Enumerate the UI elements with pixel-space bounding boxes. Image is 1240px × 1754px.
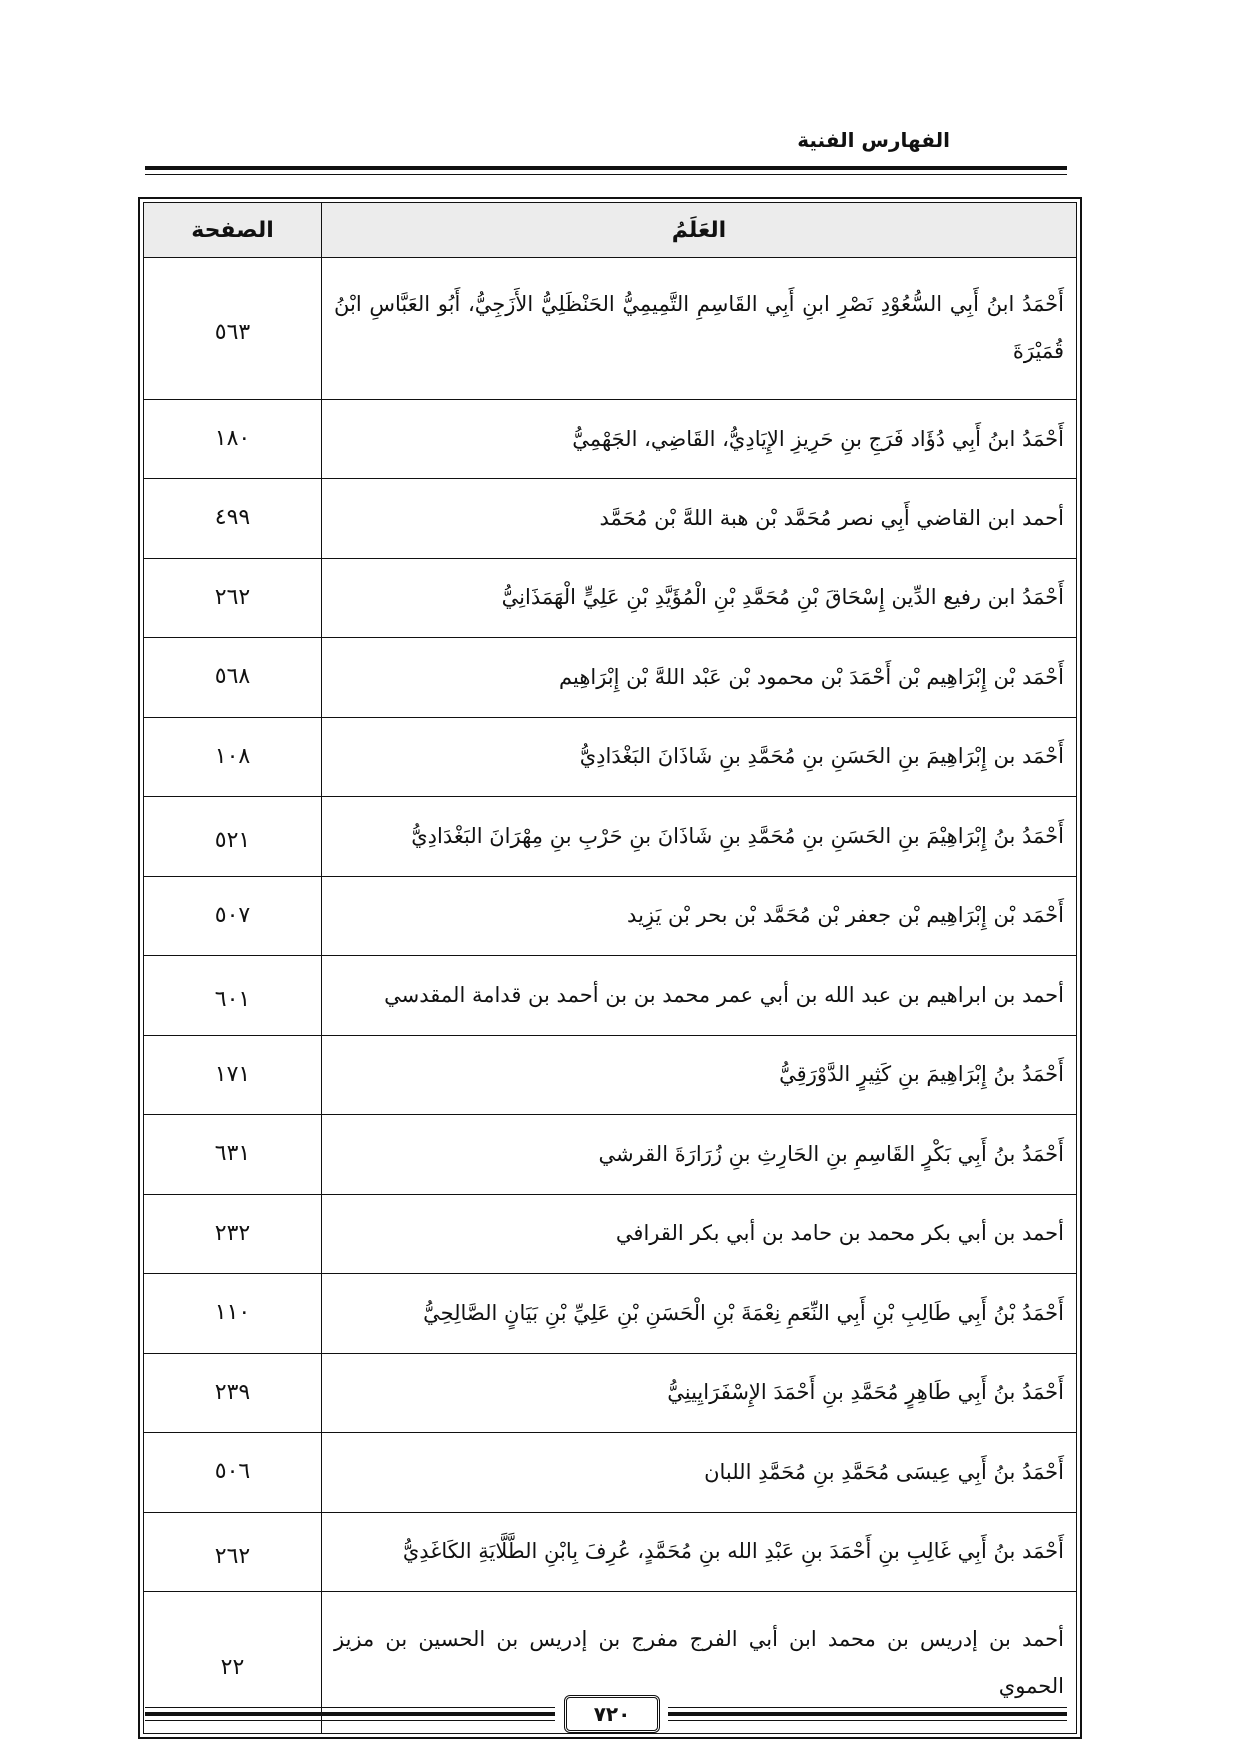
- table-row: [144, 1353, 1077, 1432]
- table-row: [144, 558, 1077, 637]
- entry-page: ٦٣١: [144, 1115, 322, 1194]
- index-table: [143, 202, 1077, 1734]
- entry-page: ٥٢١: [144, 797, 322, 876]
- column-header-name: العَلَمُ: [322, 203, 1077, 258]
- table-row: [144, 956, 1077, 1035]
- table-row: [144, 876, 1077, 955]
- entry-page: ٢٦٢: [144, 558, 322, 637]
- entry-page: ٥٠٦: [144, 1433, 322, 1512]
- entry-page: ٥٦٨: [144, 638, 322, 717]
- entry-page: ٥٦٣: [144, 258, 322, 400]
- table-row: [144, 1194, 1077, 1273]
- entry-name: أحمد ابن القاضي أَبِي نصر مُحَمَّد بْن هبة اللهَّ بْن مُحَمَّد: [322, 479, 1077, 558]
- footer-rule-left: [145, 1707, 555, 1721]
- table-row: [144, 1433, 1077, 1512]
- table-header-row: [144, 203, 1077, 258]
- entry-name: أَحْمَدُ ابنُ أَبِي دُؤَاد فَرَجِ بنِ حَرِيزِ الإِيَادِيُّ، القَاضِي، الجَهْمِيُّ: [322, 399, 1077, 478]
- index-table-frame: [138, 197, 1082, 1739]
- entry-name: أَحْمَدُ بنُ أَبِي عِيسَى مُحَمَّدِ بنِ مُحَمَّدِ اللبان: [322, 1433, 1077, 1512]
- entry-page: ٢٣٢: [144, 1194, 322, 1273]
- table-row: [144, 638, 1077, 717]
- table-row: [144, 717, 1077, 796]
- header-rule: [145, 166, 1067, 175]
- entry-name: أَحْمَدُ بنُ أَبِي طَاهِرٍ مُحَمَّدِ بنِ أَحْمَدَ الإِسْفَرَايِينِيُّ: [322, 1353, 1077, 1432]
- table-row: [144, 1274, 1077, 1353]
- entry-name: أَحْمَد بْن إِبْرَاهِيم بْن جعفر بْن مُحَمَّد بْن بحر بْن يَزِيد: [322, 876, 1077, 955]
- entry-name: أَحْمَدُ بْنُ أَبِي طَالِبِ بْنِ أَبِي النِّعَمِ نِعْمَةَ بْنِ الْحَسَنِ بْنِ عَلِيِّ بْنِ بَيَانٍ الصَّالِحِيُّ: [322, 1274, 1077, 1353]
- table-row: [144, 258, 1077, 400]
- table-row: [144, 399, 1077, 478]
- entry-name: أَحْمَد بْن إِبْرَاهِيم بْن أَحْمَدَ بْن محمود بْن عَبْد اللهَّ بْن إِبْرَاهِيم: [322, 638, 1077, 717]
- entry-page: ٢٢: [144, 1592, 322, 1734]
- entry-name: أَحْمَد بن إِبْرَاهِيمَ بنِ الحَسَنِ بنِ مُحَمَّدِ بنِ شَاذَانَ البَغْدَادِيُّ: [322, 717, 1077, 796]
- entry-name: أَحْمَدُ بنُ أَبِي بَكْرٍ القَاسِمِ بنِ الحَارِثِ بنِ زُرَارَةَ القرشي: [322, 1115, 1077, 1194]
- entry-page: ١٨٠: [144, 399, 322, 478]
- entry-page: ٢٣٩: [144, 1353, 322, 1432]
- entry-name: أحمد بن إدريس بن محمد ابن أبي الفرج مفرج بن إدريس بن الحسين بن مزيز الحموي: [322, 1592, 1077, 1734]
- entry-page: ٦٠١: [144, 956, 322, 1035]
- footer-rule-right: [668, 1707, 1067, 1721]
- table-row: [144, 1035, 1077, 1114]
- table-row: [144, 479, 1077, 558]
- entry-page: ٥٠٧: [144, 876, 322, 955]
- entry-page: ١١٠: [144, 1274, 322, 1353]
- page-number: ٧٢٠: [564, 1695, 660, 1733]
- entry-name: أَحْمَدُ بنُ إِبْرَاهِيْمَ بنِ الحَسَنِ بنِ مُحَمَّدِ بنِ شَاذَانَ بنِ حَرْبِ بنِ مِهْرَانَ البَغْدَادِيُّ: [322, 797, 1077, 876]
- table-row: [144, 1512, 1077, 1591]
- entry-name: أحمد بن أبي بكر محمد بن حامد بن أبي بكر القرافي: [322, 1194, 1077, 1273]
- entry-page: ١٠٨: [144, 717, 322, 796]
- entry-page: ٤٩٩: [144, 479, 322, 558]
- entry-page: ١٧١: [144, 1035, 322, 1114]
- entry-name: أَحْمَدُ ابنُ أَبِي السُّعُوْدِ نَصْرِ ابنِ أَبِي القَاسِمِ التَّمِيمِيُّ الحَنْظَلِيُّ الأَزَجِيُّ، أَبُو العَبَّاسِ ابْنُ قُمَيْرَةَ: [322, 258, 1077, 400]
- table-row: [144, 1115, 1077, 1194]
- entry-page: ٢٦٢: [144, 1512, 322, 1591]
- entry-name: أَحْمَد بنُ أَبِي غَالِبِ بنِ أَحْمَدَ بنِ عَبْدِ الله بنِ مُحَمَّدٍ، عُرِفَ بِابْنِ الطَّلَّايَةِ الكَاغَدِيُّ: [322, 1512, 1077, 1591]
- entry-name: أَحْمَدُ ابن رفيع الدِّين إِسْحَاقَ بْنِ مُحَمَّدِ بْنِ الْمُؤَيَّدِ بْنِ عَلِيٍّ الْهَمَذَانِيُّ: [322, 558, 1077, 637]
- table-row: [144, 797, 1077, 876]
- entry-name: أحمد بن ابراهيم بن عبد الله بن أبي عمر محمد بن بن أحمد بن قدامة المقدسي: [322, 956, 1077, 1035]
- column-header-page: الصفحة: [144, 203, 322, 258]
- page-header-title: الفهارس الفنية: [797, 128, 950, 152]
- entry-name: أَحْمَدُ بنُ إِبْرَاهِيمَ بنِ كَثِيرٍ الدَّوْرَقِيُّ: [322, 1035, 1077, 1114]
